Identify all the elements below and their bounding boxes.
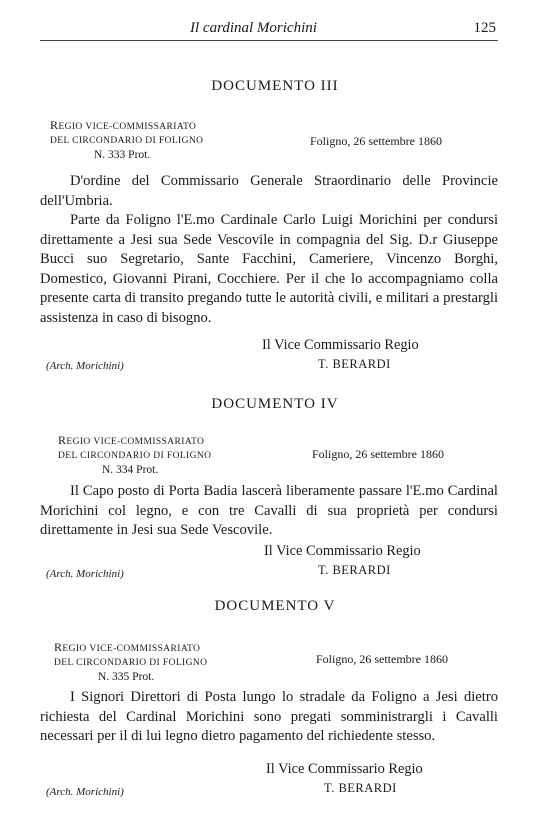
document-heading: DOCUMENTO V	[214, 598, 336, 614]
signature-title: Il Vice Commissario Regio	[262, 337, 419, 353]
archive-note: (Arch. Morichini)	[46, 568, 124, 580]
document-body	[40, 172, 498, 328]
office-block	[54, 640, 207, 684]
body-paragraph: Parte da Foligno l'E.mo Cardinale Carlo Luigi Morichini per condursi direttamente a Jesi sua Sede Vescovile in compagnia del Sig. D.r Giuseppe Bucci suo Segretario, Sante Facchini, Cameriere, Vincenzo Borghi, Domestico, Giovanni Pirani, Cocchiere. Per il che lo accompagniamo colla presente carta di transito pregando tutte le autorità civili, e militari a prestargli assistenza in caso di bisogno.	[40, 212, 498, 326]
office-name: REGIO VICE-COMMISSARIATO	[58, 433, 205, 447]
protocol-number: N. 334 Prot.	[102, 464, 159, 476]
signature-block	[266, 760, 423, 798]
signature-title: Il Vice Commissario Regio	[264, 543, 421, 559]
body-paragraph: D'ordine del Commissario Generale Straordinario delle Provincie dell'Umbria.	[40, 173, 498, 209]
document-date: Foligno, 26 settembre 1860	[310, 134, 442, 148]
document-heading: DOCUMENTO IV	[211, 396, 339, 412]
signature-name: T. BERARDI	[318, 563, 391, 577]
office-block	[50, 118, 203, 162]
office-district: DEL CIRCONDARIO DI FOLIGNO	[58, 451, 212, 461]
document-heading: DOCUMENTO III	[211, 78, 339, 94]
document-body	[40, 688, 498, 747]
signature-name: T. BERARDI	[318, 357, 391, 371]
office-name: REGIO VICE-COMMISSARIATO	[54, 640, 201, 654]
body-paragraph: Il Capo posto di Porta Badia lascerà liberamente passare l'E.mo Cardinal Morichini col legno, e con tre Cavalli di sua proprietà per condursi direttamente in Jesi sua Sede Vescovile.	[40, 483, 498, 538]
body-paragraph: I Signori Direttori di Posta lungo lo stradale da Foligno a Jesi dietro richiesta del Cardinal Morichini sono pregati somministrargli i Cavalli necessari per il di lui legno dietro pagamento del richiedente stesso.	[40, 689, 498, 744]
archive-note: (Arch. Morichini)	[46, 360, 124, 372]
signature-title: Il Vice Commissario Regio	[266, 761, 423, 777]
document-date: Foligno, 26 settembre 1860	[312, 447, 444, 461]
document-date: Foligno, 26 settembre 1860	[316, 652, 448, 666]
protocol-number: N. 333 Prot.	[94, 149, 151, 161]
signature-block	[264, 542, 421, 580]
protocol-number: N. 335 Prot.	[98, 671, 155, 683]
office-name: REGIO VICE-COMMISSARIATO	[50, 118, 197, 132]
running-title: Il cardinal Morichini	[190, 20, 317, 36]
office-district: DEL CIRCONDARIO DI FOLIGNO	[54, 658, 208, 668]
office-block	[58, 433, 211, 477]
page-number: 125	[473, 20, 496, 36]
archive-note: (Arch. Morichini)	[46, 786, 124, 798]
signature-block	[262, 336, 419, 374]
signature-name: T. BERARDI	[324, 781, 397, 795]
office-district: DEL CIRCONDARIO DI FOLIGNO	[50, 136, 204, 146]
page-header	[40, 18, 498, 41]
document-body	[40, 482, 498, 541]
